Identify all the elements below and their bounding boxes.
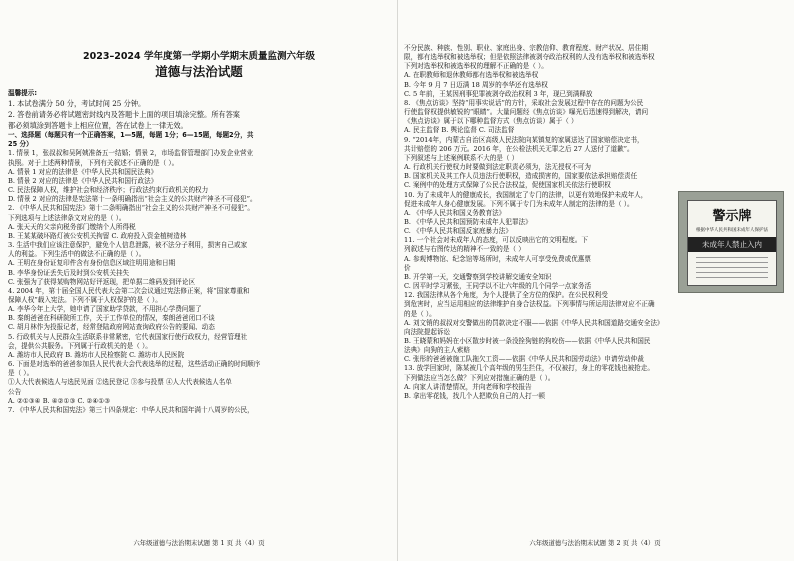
question-list-right-mid bbox=[404, 191, 666, 292]
text-line: A. 李华今年上大学，她申请了国家助学贷款，不用担心学费问题了 bbox=[8, 305, 202, 314]
exam-subject: 道德与法治试题 bbox=[155, 64, 243, 79]
text-line: C. 胡月林作为投报记者，经常登陆政府网站查询政府公告的要闻、动态 bbox=[8, 323, 215, 332]
text-line: 执照。对于上述两种情景，下列有关叙述不正确的是（ ）。 bbox=[8, 158, 179, 167]
text-line: 会，提供公共服务。下列属于行政机关的是（ ）。 bbox=[8, 341, 152, 350]
text-line: 共计赔偿的 206 万元。2016 年，在公检法机关无罪之后 27 人送付了道歉”。 bbox=[404, 144, 634, 153]
text-line: B. 拿出零花钱，找几个人把欺负自己的人打一顿 bbox=[404, 391, 545, 400]
text-line: B. 《中华人民共和国预防未成年人犯罪法》 bbox=[404, 217, 532, 226]
text-line: 《焦点访谈》属于以下哪种监督方式（焦点访谈）属于（ ） bbox=[404, 117, 578, 126]
text-line: C. 民法保障人权，维护社会和经济秩序；行政法约束行政机关的权力 bbox=[8, 186, 209, 195]
text-line: D. 情景 2 对应的法律是宪法第十一条明确指出“社会主义的公共财产神圣不可侵犯”。 bbox=[8, 195, 257, 204]
text-line: B. 李华身份证丢失后及时到公安机关挂失 bbox=[8, 268, 130, 277]
text-line: 2. 《中华人民共和国宪法》第十二条明确指出“社会主义的公共财产神圣不可侵犯”。 bbox=[8, 204, 254, 213]
question-block-10-11 bbox=[404, 191, 786, 292]
text-line: 11. 一个社会对未成年人的态度，可以反映出它的文明程度。下 bbox=[404, 236, 589, 245]
text-line: B. 开学第一天，交通警察到学校讲解交通安全知识 bbox=[404, 272, 552, 281]
text-line: A. ②①③④ B. ④②①③ C. ②④①③ bbox=[8, 396, 111, 405]
question-list-left bbox=[8, 149, 390, 415]
text-line: 7. 《中华人民共和国宪法》第三十四条规定：中华人民共和国年满十八周岁的公民， bbox=[8, 405, 254, 414]
text-line: B. 国家机关及其工作人员违法行使职权，造成损害的，国家要依法承担赔偿责任 bbox=[404, 172, 638, 181]
section-heading-cont: 25 分） bbox=[8, 140, 33, 149]
sign-title: 警示牌 bbox=[712, 208, 752, 224]
page-footer: 六年级道德与法治期末试题 第 2 页 共（4）页 bbox=[529, 539, 661, 547]
text-line: B. 王晓蒙和妈妈在小区散步时被一条没拴狗链的狗咬伤——依据《中华人民共和国民 bbox=[404, 337, 651, 345]
text-line: 13. 放学回家时，陈某被几个高年级的男生拦住，不仅被打，身上的零花钱也被抢走。 bbox=[404, 364, 654, 373]
text-line: 公告 bbox=[8, 387, 22, 396]
text-line: A. 潍坊市人民政府 B. 潍坊市人民检察院 C. 潍坊市人民医院 bbox=[8, 350, 185, 359]
text-line: B. 情景 2 对应的法律是《中华人民共和国行政法》 bbox=[8, 176, 158, 185]
page-right bbox=[404, 0, 786, 561]
text-line: 下列做法应当怎么做？下列应对措施正确的是（ ）。 bbox=[404, 373, 555, 382]
text-line: 是（ ）。 bbox=[8, 369, 34, 378]
text-line: 促进未成年人身心健康发展。下列不属于专门为未成年人制定的法律的是（ ）。 bbox=[404, 199, 634, 208]
text-line: 行使监督权提供敏锐的“眼睛”。大量问题经《焦点访谈》曝光后迅速得到解决，请问 bbox=[404, 108, 649, 117]
text-line: 法典》向狗的主人索赔 bbox=[404, 346, 470, 355]
page-footer: 六年级道德与法治期末试题 第 1 页 共（4）页 bbox=[133, 539, 265, 547]
text-line: C. 因平时学习紧张，王同学以不让六年级的几个同学一点家务活 bbox=[404, 282, 592, 291]
text-line: 12. 我国法律从各个角度，为个人提供了全方位的保护。在公民权利受 bbox=[404, 291, 608, 300]
text-line: A. 行政机关行使权力时要做到法定职责必须为，法无授权不可为 bbox=[404, 163, 591, 172]
question-list-right-top bbox=[404, 44, 786, 191]
warning-sign bbox=[687, 200, 777, 286]
text-line: A. 《中华人民共和国义务教育法》 bbox=[404, 208, 506, 217]
sign-subtitle: 根据中华人民共和国未成年人保护法 bbox=[696, 227, 768, 233]
text-line: A. 民主监督 B. 舆论监督 C. 司法监督 bbox=[404, 126, 515, 135]
text-line: 下列选项与上述法律条文对应的是（ ）。 bbox=[8, 213, 126, 222]
page-fold bbox=[397, 0, 398, 561]
text-line: 1. 情景 1，张叔叔和吴阿姨准备五一结婚；情景 2，市场监督管理部门办发企业营业 bbox=[8, 149, 254, 158]
sign-main-text: 未成年人禁止入内 bbox=[688, 237, 776, 252]
question-list-right-bottom bbox=[404, 291, 786, 401]
text-line: A. 参观博物馆、纪念馆等场所时，未成年人可享受免费或优惠票 bbox=[404, 254, 591, 263]
page-left bbox=[8, 0, 390, 561]
text-line: A. 刘文销的叔叔对交警做出的罚款决定不服——依据《中华人民共和国道路交通安全法》 bbox=[404, 318, 664, 327]
text-line: B. 今年 9 月 7 日迈满 18 周岁的李华还有选举权 bbox=[404, 80, 548, 89]
tip-line: 1. 本试卷满分 50 分，考试时间 25 分钟。 bbox=[8, 99, 146, 109]
text-line: 9. “2014年，内蒙古自治区高级人民法院向某镇复的家属送达了国家赔偿决定书， bbox=[404, 135, 644, 144]
text-line: 的是（ ）。 bbox=[404, 309, 436, 318]
text-line: A. 向家人讲清楚情况，并向老师和学校报告 bbox=[404, 382, 532, 391]
text-line: 5. 行政机关与人民群众生活联系非常紧密，它代表国家行使行政权力，经营管理社 bbox=[8, 332, 248, 341]
text-line: B. 秦朗爸爸在科研院所工作，关于工作单位的情况，秦朗爸爸闭口不谈 bbox=[8, 314, 215, 323]
tip-line: 2. 答卷前请务必将试题密封线内及答题卡上面的项目填涂完整。所有答案 bbox=[8, 110, 240, 120]
text-line: B. 王某某破坏路灯被公安机关拘留 C. 政府投入资金植树造林 bbox=[8, 231, 187, 240]
text-line: C. 《中华人民共和国反家庭暴力法》 bbox=[404, 227, 512, 236]
sign-fine-print bbox=[696, 257, 768, 279]
tips-heading: 温馨提示: bbox=[8, 89, 38, 97]
text-line: C. 张强为了获得某购物网站好评返现，把单据二维码发到评论区 bbox=[8, 277, 196, 286]
text-line: 不分民族、种族、性别、职业、家庭出身、宗教信仰、教育程度、财产状况、居住期 bbox=[404, 44, 648, 52]
text-line: 保障人权”载入宪法。下列不属于人权保护的是（ ）。 bbox=[8, 295, 162, 304]
text-line: 人的利益。下列生活中的做法不正确的是（ ）。 bbox=[8, 250, 146, 259]
text-line: A. 在职教师和退休教师都有选举权和被选举权 bbox=[404, 71, 539, 80]
text-line: 6. 下面是对选举的爸爸参加县人民代表大会代表选举的过程，这些活动正确的时间顺序 bbox=[8, 360, 261, 369]
text-line: 4. 2004 年，第十届全国人民代表大会第二次会议通过宪法修正案，将“国家尊重和 bbox=[8, 286, 250, 295]
tip-line: 都必须填涂到答题卡上相应位置，答在试卷上一律无效。 bbox=[8, 121, 188, 131]
text-line: C. 案例中的处理方式保障了公民合法权益，促使国家机关依法行使职权 bbox=[404, 181, 611, 190]
text-line: 8. 《焦点访谈》坚持“用事实说话”的方针，采取社会发展过程中存在的问题为公民 bbox=[404, 98, 644, 107]
text-line: C. 张彤的爸爸被施工队拖欠工资——依据《中华人民共和国劳动法》申请劳动仲裁 bbox=[404, 355, 644, 364]
warning-sign-image bbox=[678, 191, 784, 293]
text-line: A. 王明在身份证复印件含有身份信息区域注明用途和日期 bbox=[8, 259, 176, 268]
text-line: A. 情景 1 对应的法律是《中华人民共和国民法典》 bbox=[8, 167, 158, 176]
text-line: 向法院提起诉讼 bbox=[404, 327, 451, 336]
text-line: 10. 为了未成年人的健康成长，我国制定了专门的法律，以更有效地保护未成年人， bbox=[404, 190, 648, 199]
text-line: 列叙述与右图传达的精神不一致的是（ ） bbox=[404, 245, 525, 254]
text-line: 下列叙述与上述案例联系不大的是（ ） bbox=[404, 153, 519, 162]
text-line: C. 5 年前，王某因刑事犯罪被剥夺政治权利 3 年，现已到满释放 bbox=[404, 89, 593, 98]
text-line: 限，都有选举权和被选举权；但是依照法律被剥夺政治权利的人没有选举权和被选举权 bbox=[404, 53, 655, 62]
text-line: 下列对选举权和被选举权的理解不正确的是（ ）。 bbox=[404, 62, 548, 71]
exam-title: 2023–2024 学年度第一学期小学期末质量监测六年级 bbox=[83, 51, 315, 62]
text-line: ①人大代表候选人与选民见面 ②选民登记 ③参与投票 ④人大代表候选人名单 bbox=[8, 378, 232, 387]
section-heading: 一、选择题（每题只有一个正确答案，1—5题，每题 1分；6—15题，每题2分，共 bbox=[8, 131, 254, 140]
text-line: 3. 生活中我们应该注意保护，避免个人信息泄露，被不法分子利用，损害自己或家 bbox=[8, 241, 248, 250]
text-line: 到危害时，应当运用相应的法律维护自身合法权益。下列事情与所运用法律对应不正确 bbox=[404, 300, 655, 309]
text-line: 价 bbox=[404, 263, 411, 272]
text-line: A. 张天天的父亲向税务部门缴纳个人所得税 bbox=[8, 222, 136, 231]
